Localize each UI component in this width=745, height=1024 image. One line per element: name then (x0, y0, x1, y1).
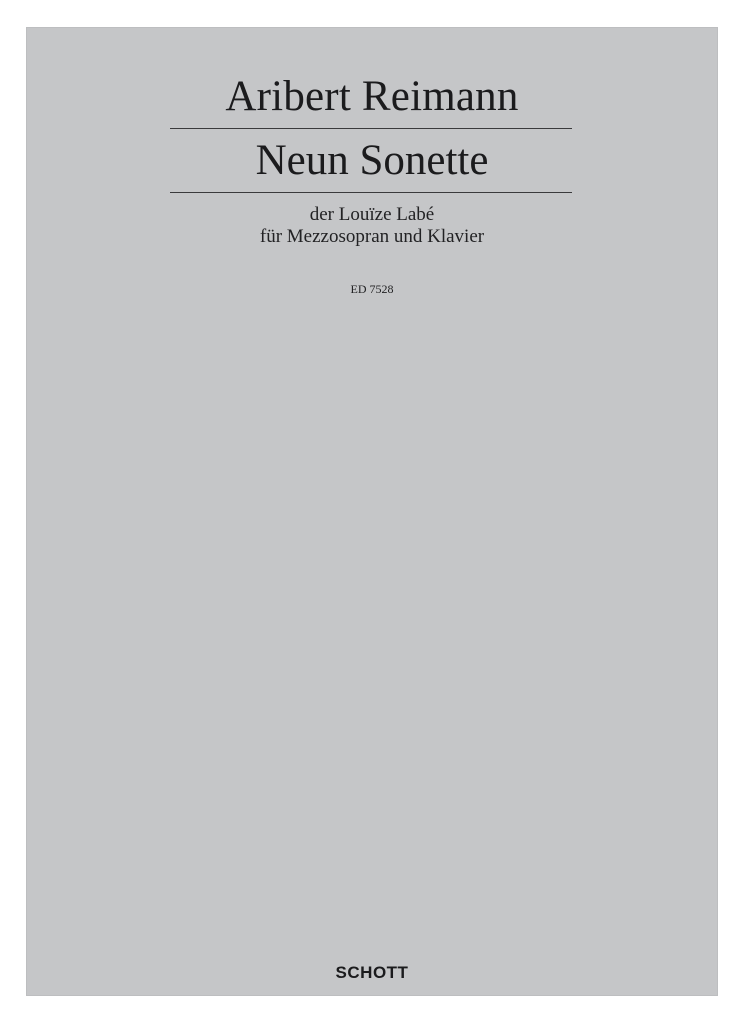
publisher-logo: SCHOTT (335, 963, 409, 982)
subtitle-poet: der Louïze Labé (309, 204, 435, 225)
catalog-number: ED 7528 (350, 282, 394, 296)
composer-name: Aribert Reimann (225, 73, 519, 120)
work-title: Neun Sonette (255, 137, 489, 184)
score-cover (26, 27, 718, 996)
divider-top (170, 128, 572, 129)
divider-bottom (170, 192, 572, 193)
subtitle-instrumentation: für Mezzosopran und Klavier (259, 226, 485, 247)
